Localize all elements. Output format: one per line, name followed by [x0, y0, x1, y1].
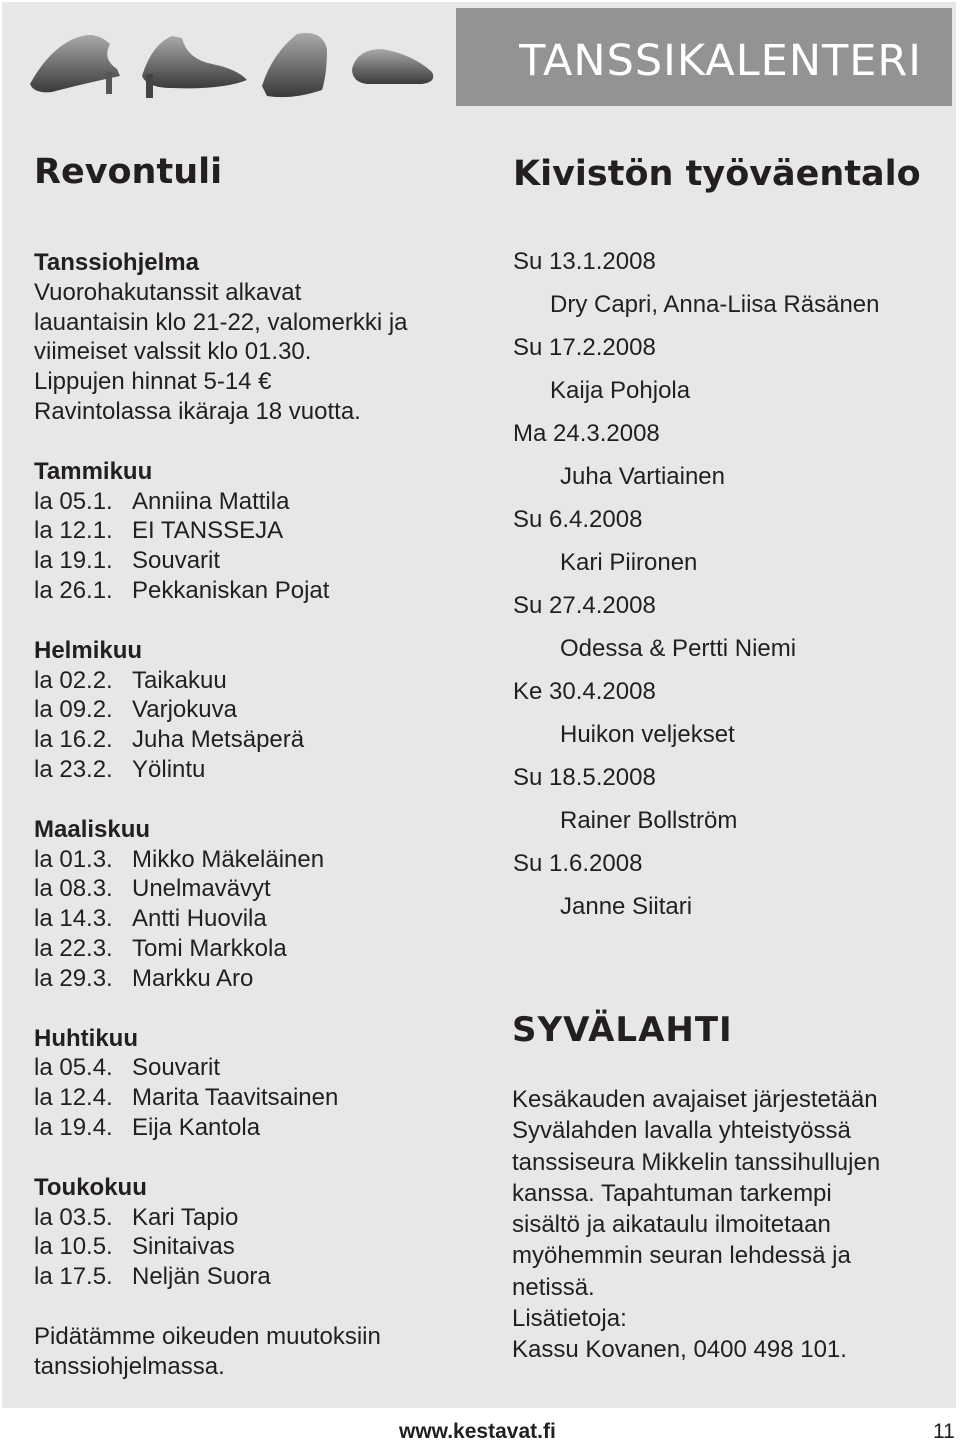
event-date: la 03.5. [34, 1203, 113, 1231]
event-item [513, 240, 933, 326]
event-name: Anniina Mattila [132, 487, 290, 515]
event-date: la 19.4. [34, 1113, 113, 1141]
event-date: la 14.3. [34, 905, 113, 933]
event-date: la 01.3. [34, 845, 113, 873]
event-date: Su 1.6.2008 [513, 850, 643, 877]
syvalahti-text [512, 1084, 922, 1366]
event-row [34, 904, 454, 934]
event-name: Eija Kantola [132, 1113, 261, 1141]
event-date: Su 27.4.2008 [513, 592, 656, 619]
syvalahti-line: Kesäkauden avajaiset järjestetään [512, 1086, 878, 1113]
event-name: Kari Tapio [132, 1203, 239, 1231]
event-name: Yölintu [132, 755, 206, 783]
event-name: Neljän Suora [132, 1263, 271, 1291]
event-row [34, 695, 454, 725]
event-date: la 05.1. [34, 487, 113, 515]
event-row [34, 516, 454, 546]
event-performer: Rainer Bollström [560, 807, 738, 834]
event-item [513, 670, 933, 756]
event-date: la 17.5. [34, 1263, 113, 1291]
event-date: Su 18.5.2008 [513, 764, 656, 791]
event-item [513, 498, 933, 584]
month-heading: Huhtikuu [34, 1024, 138, 1052]
event-date: la 10.5. [34, 1233, 113, 1261]
event-row [34, 546, 454, 576]
event-name: Marita Taavitsainen [132, 1084, 339, 1112]
event-date: la 19.1. [34, 547, 113, 575]
event-name: Tomi Markkola [132, 934, 287, 962]
event-row [34, 725, 454, 755]
revontuli-program [34, 248, 454, 1382]
event-row [34, 487, 454, 517]
event-performer: Kaija Pohjola [550, 377, 691, 404]
syvalahti-line: Syvälahden lavalla yhteistyössä [512, 1117, 851, 1145]
event-item [513, 584, 933, 670]
event-name: Taikakuu [132, 666, 227, 694]
event-date: la 02.2. [34, 666, 113, 694]
page-number: 11 [933, 1420, 955, 1443]
event-item [513, 326, 933, 412]
event-date: la 08.3. [34, 875, 113, 903]
program-line: Ravintolassa ikäraja 18 vuotta. [34, 397, 361, 425]
month-heading: Maaliskuu [34, 815, 151, 843]
closing-line: Pidätämme oikeuden muutoksiin [34, 1322, 381, 1350]
shoe-1-icon [30, 35, 120, 94]
event-date: la 12.1. [34, 517, 113, 545]
event-date: Su 17.2.2008 [513, 334, 656, 361]
syvalahti-line: netissä. [512, 1273, 595, 1301]
event-date: Su 6.4.2008 [513, 506, 643, 533]
syvalahti-line: Lisätietoja: [512, 1305, 627, 1333]
month-heading: Helmikuu [34, 636, 143, 664]
event-date: Ke 30.4.2008 [513, 678, 656, 705]
dance-shoes-illustration [22, 14, 442, 104]
event-row [34, 845, 454, 875]
event-date: la 09.2. [34, 696, 113, 724]
event-row [34, 1113, 454, 1143]
shoe-2-icon [142, 36, 247, 98]
event-row [34, 934, 454, 964]
closing-note [34, 1322, 454, 1382]
event-name: Markku Aro [132, 964, 254, 992]
program-heading: Tanssiohjelma [34, 249, 199, 276]
month-heading: Tammikuu [34, 457, 153, 485]
shoe-4-icon [352, 49, 433, 84]
program-line: Lippujen hinnat 5-14 € [34, 368, 272, 396]
syvalahti-line: myöhemmin seuran lehdessä ja [512, 1242, 851, 1270]
program-line: viimeiset valssit klo 01.30. [34, 338, 312, 366]
event-row [34, 1083, 454, 1113]
shoe-3-icon [262, 33, 327, 97]
event-performer: Odessa & Pertti Niemi [560, 635, 797, 662]
page-title: TANSSIKALENTERI [519, 36, 922, 86]
event-row [34, 1053, 454, 1083]
event-row [34, 576, 454, 606]
event-date: la 23.2. [34, 755, 113, 783]
event-name: EI TANSSEJA [132, 517, 284, 545]
event-performer: Juha Vartiainen [560, 463, 725, 490]
event-name: Varjokuva [132, 696, 237, 724]
footer-url[interactable]: www.kestavat.fi [399, 1420, 556, 1443]
event-date: la 22.3. [34, 934, 113, 962]
syvalahti-line: tanssiseura Mikkelin tanssihullujen [512, 1148, 881, 1176]
event-date: la 12.4. [34, 1084, 113, 1112]
program-line: lauantaisin klo 21-22, valomerkki ja [34, 308, 408, 336]
event-row [34, 755, 454, 785]
event-name: Antti Huovila [132, 905, 267, 933]
event-performer: Dry Capri, Anna-Liisa Räsänen [550, 291, 880, 318]
event-date: la 16.2. [34, 726, 113, 754]
syvalahti-line: sisältö ja aikataulu ilmoitetaan [512, 1211, 831, 1239]
event-name: Souvarit [132, 1054, 221, 1082]
syvalahti-line: Kassu Kovanen, 0400 498 101. [512, 1336, 847, 1364]
kiviston-title: Kivistön työväentalo [513, 154, 921, 194]
event-item [513, 412, 933, 498]
event-row [34, 964, 454, 994]
syvalahti-title: SYVÄLAHTI [512, 1010, 733, 1050]
event-item [513, 842, 933, 928]
event-performer: Janne Siitari [560, 893, 693, 920]
kiviston-events [513, 240, 933, 928]
event-name: Unelmavävyt [132, 875, 271, 903]
event-date: Ma 24.3.2008 [513, 420, 660, 447]
event-name: Pekkaniskan Pojat [132, 576, 330, 604]
event-row [34, 1203, 454, 1233]
month-heading: Toukokuu [34, 1173, 147, 1201]
syvalahti-line: kanssa. Tapahtuman tarkempi [512, 1179, 832, 1207]
header-bar [456, 8, 952, 106]
event-row [34, 666, 454, 696]
event-performer: Kari Piironen [560, 549, 698, 576]
event-name: Mikko Mäkeläinen [132, 845, 325, 873]
event-name: Juha Metsäperä [132, 726, 305, 754]
event-name: Sinitaivas [132, 1233, 235, 1261]
closing-line: tanssiohjelmassa. [34, 1352, 225, 1380]
event-name: Souvarit [132, 547, 221, 575]
event-date: la 29.3. [34, 964, 113, 992]
revontuli-title: Revontuli [34, 152, 223, 192]
event-date: la 26.1. [34, 576, 113, 604]
program-line: Vuorohakutanssit alkavat [34, 278, 302, 306]
event-row [34, 1232, 454, 1262]
event-row [34, 874, 454, 904]
event-date: Su 13.1.2008 [513, 248, 656, 275]
event-row [34, 1262, 454, 1292]
event-date: la 05.4. [34, 1054, 113, 1082]
event-item [513, 756, 933, 842]
event-performer: Huikon veljekset [560, 721, 735, 748]
